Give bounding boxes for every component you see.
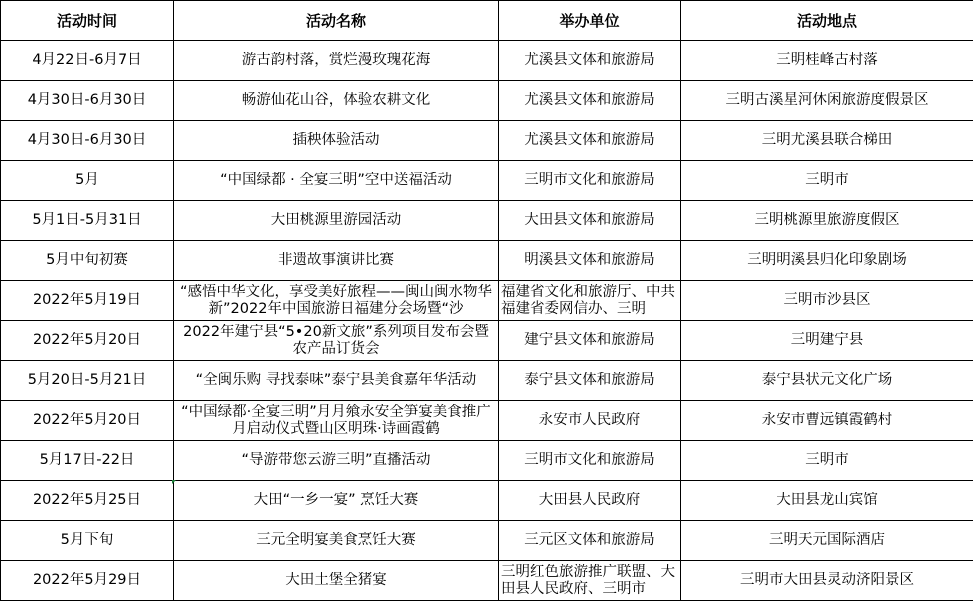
table-row <box>1 161 973 201</box>
cell-time <box>1 121 174 161</box>
header-time: 活动时间 <box>1 1 174 41</box>
cell-name <box>174 481 499 521</box>
cell-place <box>681 361 973 401</box>
cell-unit <box>499 201 681 241</box>
cell-place-text: 三明市沙县区 <box>783 292 871 308</box>
cell-name-text: 畅游仙花山谷，体验农耕文化 <box>241 92 431 108</box>
cell-time-text: 2022年5月25日 <box>32 492 142 508</box>
cell-name-text: “感悟中华文化，享受美好旅程——闽山闽水物华新”2022年中国旅游日福建分会场暨“沙 <box>179 283 492 317</box>
cell-time-text: 2022年5月20日 <box>32 412 142 428</box>
cell-unit <box>499 401 681 441</box>
cell-name <box>174 81 499 121</box>
cell-place <box>681 401 973 441</box>
cell-time-text: 4月30日-6月30日 <box>27 92 147 108</box>
cell-name <box>174 41 499 81</box>
cell-time-text: 2022年5月29日 <box>32 572 142 588</box>
cell-place <box>681 241 973 281</box>
cell-place-text: 三明建宁县 <box>790 332 864 348</box>
table-row <box>1 201 973 241</box>
cell-time-text: 5月 <box>75 172 99 188</box>
cell-unit-text: 建宁县文体和旅游局 <box>524 332 655 348</box>
cell-unit-text: 三元区文体和旅游局 <box>524 532 655 548</box>
cell-name <box>174 321 499 361</box>
table-row <box>1 241 973 281</box>
cell-unit-text: 三明红色旅游推广联盟、大田县人民政府、三明市 <box>501 563 675 597</box>
cell-time-text: 5月中旬初赛 <box>46 252 128 268</box>
cell-name-text: 大田桃源里游园活动 <box>270 212 402 228</box>
cell-place-text: 三明市 <box>805 452 849 468</box>
table-row <box>1 121 973 161</box>
cell-unit-text: 永安市人民政府 <box>538 412 641 428</box>
cell-unit <box>499 321 681 361</box>
cell-name <box>174 281 499 321</box>
cell-name-text: “中国绿都 · 全宴三明”空中送福活动 <box>220 172 452 188</box>
cell-time <box>1 481 174 521</box>
cell-name <box>174 121 499 161</box>
cell-place <box>681 161 973 201</box>
cell-time <box>1 401 174 441</box>
table-row <box>1 481 973 521</box>
cell-place-text: 三明桃源里旅游度假区 <box>754 212 900 228</box>
cell-unit <box>499 241 681 281</box>
header-place: 活动地点 <box>681 1 973 41</box>
cell-name-text: 2022年建宁县“5•20新文旅”系列项目发布会暨农产品订货会 <box>183 323 489 357</box>
cell-unit <box>499 441 681 481</box>
cell-time-text: 4月30日-6月30日 <box>27 132 147 148</box>
cell-corner-marker <box>172 480 176 484</box>
cell-name-text: “中国绿都·全宴三明”月月飨永安全笋宴美食推广月启动仪式暨山区明珠·诗画霞鹤 <box>181 403 491 437</box>
cell-place-text: 永安市曹远镇霞鹤村 <box>761 412 893 428</box>
cell-name-text: “导游带您云游三明”直播活动 <box>241 452 431 468</box>
table-row <box>1 401 973 441</box>
cell-unit-text: 尤溪县文体和旅游局 <box>524 132 655 148</box>
cell-place-text: 三明尤溪县联合梯田 <box>761 132 893 148</box>
cell-place <box>681 81 973 121</box>
cell-name <box>174 521 499 561</box>
cell-place <box>681 121 973 161</box>
header-unit: 举办单位 <box>499 1 681 41</box>
cell-unit <box>499 561 681 601</box>
cell-name-text: 大田“一乡一宴” 烹饪大赛 <box>253 492 419 508</box>
table-row <box>1 41 973 81</box>
cell-place <box>681 561 973 601</box>
cell-name <box>174 241 499 281</box>
cell-unit-text: 福建省文化和旅游厅、中共福建省委网信办、三明 <box>501 283 675 317</box>
cell-place-text: 大田县龙山宾馆 <box>776 492 878 508</box>
cell-time-text: 5月1日-5月31日 <box>32 212 142 228</box>
cell-unit-text: 泰宁县文体和旅游局 <box>524 372 655 388</box>
cell-unit-text: 尤溪县文体和旅游局 <box>524 52 655 68</box>
cell-unit-text: 大田县人民政府 <box>538 492 641 508</box>
cell-name <box>174 401 499 441</box>
cell-unit <box>499 361 681 401</box>
cell-unit <box>499 281 681 321</box>
cell-place-text: 泰宁县状元文化广场 <box>761 372 893 388</box>
cell-name-text: 游古韵村落，赏烂漫玫瑰花海 <box>241 52 431 68</box>
cell-time <box>1 81 174 121</box>
cell-unit <box>499 41 681 81</box>
cell-name <box>174 441 499 481</box>
cell-time-text: 2022年5月20日 <box>32 332 142 348</box>
cell-unit-text: 明溪县文体和旅游局 <box>524 252 655 268</box>
cell-name-text: 大田土堡全猪宴 <box>285 572 387 588</box>
table-row <box>1 321 973 361</box>
cell-name-text: 非遗故事演讲比赛 <box>278 252 394 268</box>
header-name: 活动名称 <box>174 1 499 41</box>
cell-place-text: 三明市大田县灵动济阳景区 <box>740 572 914 588</box>
cell-place <box>681 521 973 561</box>
cell-time <box>1 281 174 321</box>
cell-time <box>1 241 174 281</box>
cell-place <box>681 41 973 81</box>
cell-unit-text: 三明市文化和旅游局 <box>524 172 655 188</box>
cell-name <box>174 361 499 401</box>
cell-unit-text: 尤溪县文体和旅游局 <box>524 92 655 108</box>
cell-unit-text: 三明市文化和旅游局 <box>524 452 655 468</box>
cell-time <box>1 441 174 481</box>
cell-time <box>1 521 174 561</box>
cell-name <box>174 561 499 601</box>
table-row <box>1 81 973 121</box>
cell-time-text: 5月20日-5月21日 <box>27 372 147 388</box>
cell-place-text: 三明明溪县归化印象剧场 <box>747 252 907 268</box>
table-row <box>1 361 973 401</box>
cell-place <box>681 201 973 241</box>
table-row <box>1 561 973 601</box>
cell-place <box>681 281 973 321</box>
cell-name-text: “全闽乐购 寻找泰味”泰宁县美食嘉年华活动 <box>195 372 477 388</box>
cell-name <box>174 161 499 201</box>
cell-unit <box>499 81 681 121</box>
cell-time <box>1 361 174 401</box>
cell-unit-text: 大田县文体和旅游局 <box>524 212 655 228</box>
cell-unit <box>499 481 681 521</box>
cell-name <box>174 201 499 241</box>
cell-place-text: 三明市 <box>805 172 849 188</box>
cell-unit <box>499 161 681 201</box>
cell-place-text: 三明天元国际酒店 <box>769 532 885 548</box>
cell-place-text: 三明古溪星河休闲旅游度假景区 <box>725 92 929 108</box>
cell-time <box>1 321 174 361</box>
cell-time-text: 4月22日-6月7日 <box>32 52 142 68</box>
table-row <box>1 521 973 561</box>
table-row <box>1 441 973 481</box>
cell-unit <box>499 121 681 161</box>
cell-name-text: 三元全明宴美食烹饪大赛 <box>256 532 416 548</box>
cell-time-text: 2022年5月19日 <box>32 292 142 308</box>
cell-place <box>681 441 973 481</box>
cell-place-text: 三明桂峰古村落 <box>776 52 878 68</box>
cell-time-text: 5月下旬 <box>60 532 114 548</box>
cell-time <box>1 561 174 601</box>
cell-name-text: 插秧体验活动 <box>292 132 380 148</box>
cell-time <box>1 41 174 81</box>
cell-time <box>1 201 174 241</box>
cell-time <box>1 161 174 201</box>
header-row <box>1 1 973 41</box>
table-row <box>1 281 973 321</box>
cell-unit <box>499 521 681 561</box>
cell-place <box>681 321 973 361</box>
cell-place <box>681 481 973 521</box>
cell-time-text: 5月17日-22日 <box>39 452 135 468</box>
